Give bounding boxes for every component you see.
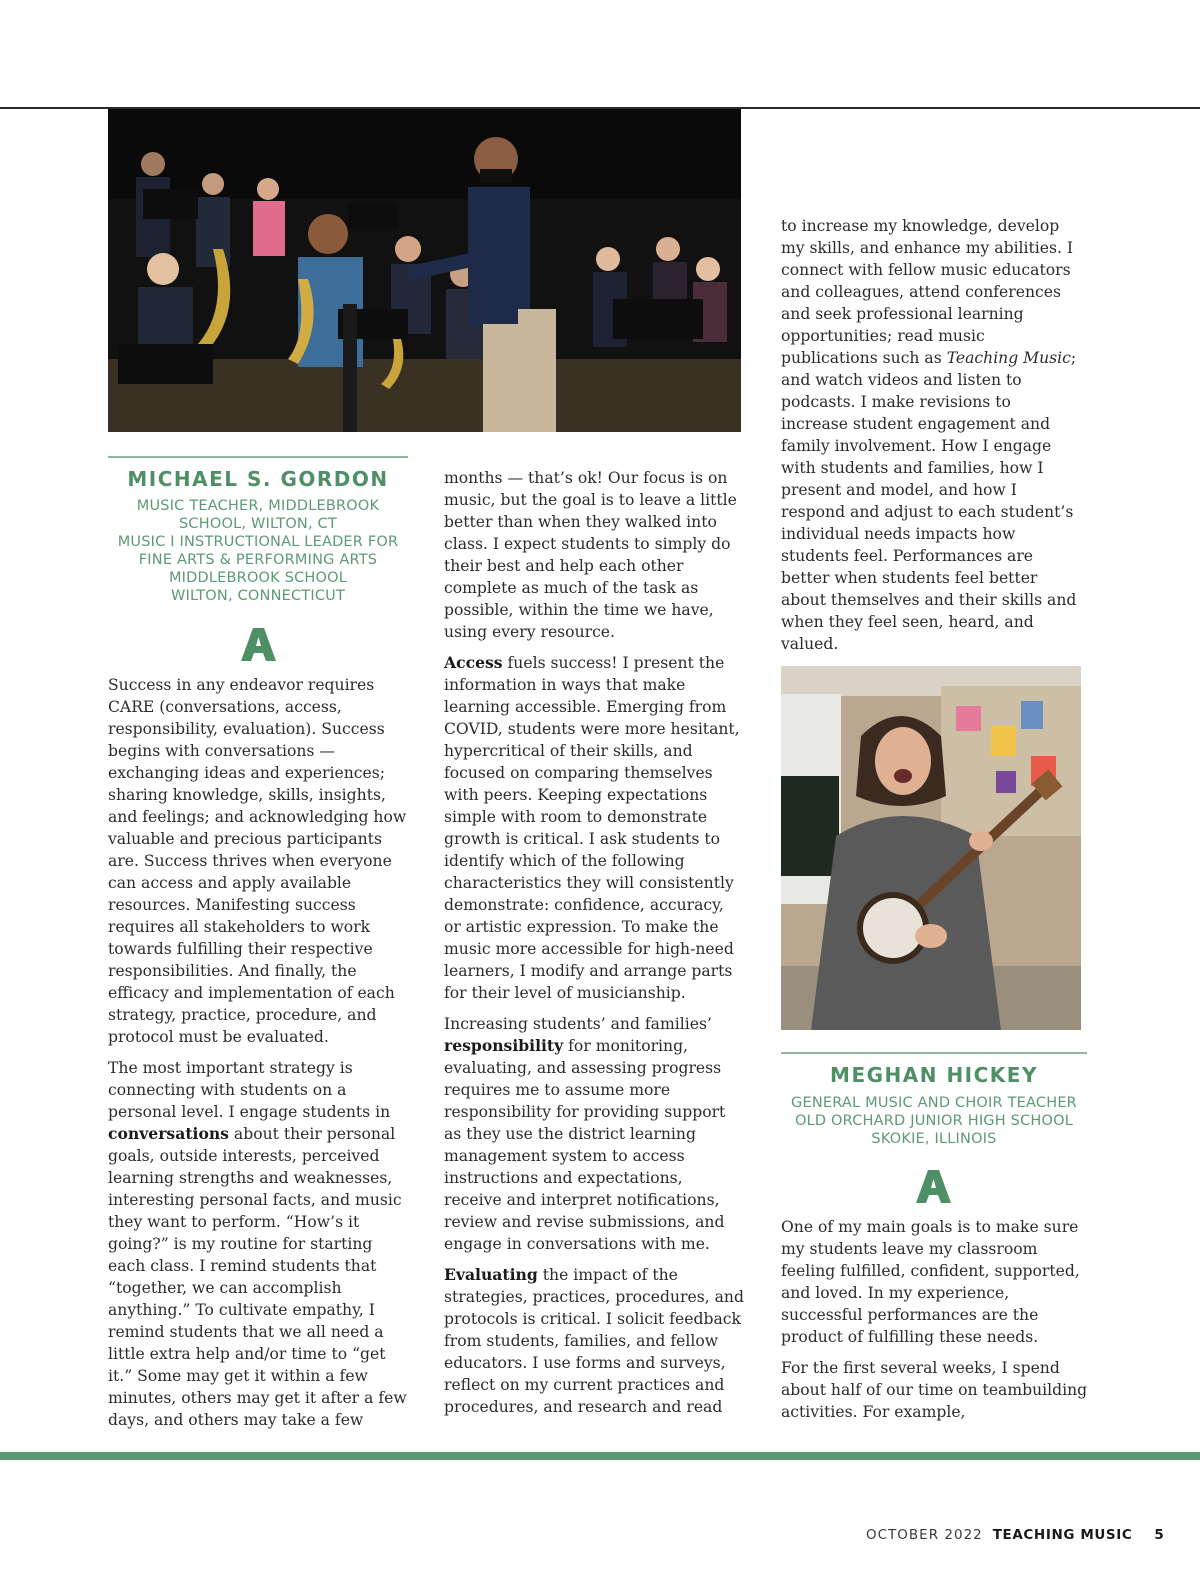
paragraph: Access fuels success! I present the information in ways that make learning accessible. Emerging from COVID, students were more hesitant, hypercritical of their skills, and focused on comparing themselves with peers. Keeping expectations simple with room to demonstrate growth is critical. I ask students to identify which of the following characteristics they will consistently demonstrate: confidence, accuracy, or artistic expression. To make the music more accessible for high-need learners, I modify and arrange parts for their level of musicianship. [444, 653, 740, 1002]
page-footer [866, 1527, 1164, 1543]
title-line: SKOKIE, ILLINOIS [871, 1131, 997, 1147]
article-column-2 [444, 467, 744, 1427]
title-line: GENERAL MUSIC AND CHOIR TEACHER [791, 1095, 1077, 1111]
paragraph: months — that’s ok! Our focus is on music, but the goal is to leave a little better than when they walked into class. I expect students to simply do their best and help each other complete as much of the task as possible, within the time we have, using every resource. [444, 469, 737, 641]
person-title [776, 1094, 1092, 1148]
title-line: MIDDLEBROOK SCHOOL [168, 570, 348, 586]
person-title [100, 497, 416, 605]
page-number: 5 [1154, 1527, 1164, 1543]
article-column-3-top [781, 215, 1081, 664]
title-line: WILTON, CONNECTICUT [170, 588, 346, 604]
name-rule [781, 1052, 1087, 1054]
paragraph: Evaluating the impact of the strategies, practices, procedures, and protocols is critical. I solicit feedback from students, families, and fellow educators. I use forms and surveys, reflect on my current practices and procedures, and research and read [444, 1265, 744, 1416]
article-column-3-bottom [781, 1216, 1089, 1432]
article-column-1 [108, 674, 411, 1440]
person-name: MICHAEL S. GORDON [127, 467, 389, 491]
paragraph: The most important strategy is connecting with students on a personal level. I engage students in conversations about their personal goals, outside interests, perceived learning strengths and weaknesses, interesting personal facts, and music they want to perform. “How’s it going?” is my routine for starting each class. I remind students that “together, we can accomplish anything.” To cultivate empathy, I remind students that we all need a little extra help and/or time to “get it.” Some may get it within a few minutes, others may get it after a few days, and others may take a few [108, 1059, 407, 1429]
title-line: SCHOOL, WILTON, CT [179, 516, 337, 532]
paragraph: Increasing students’ and families’ responsibility for monitoring, evaluating, and assessing progress requires me to assume more responsibility for providing support as they use the district learning management system to access instructions and expectations, receive and interpret notifications, review and revise submissions, and engage in conversations with me. [444, 1015, 726, 1253]
name-rule [108, 456, 408, 458]
teacher-banjo-photo [781, 666, 1081, 1030]
title-line: MUSIC I INSTRUCTIONAL LEADER FOR [117, 534, 399, 550]
paragraph: to increase my knowledge, develop my skills, and enhance my abilities. I connect with fellow music educators and colleagues, attend conferences and seek professional learning opportunities; read music publications such as Teaching Music; and watch videos and listen to podcasts. I make revisions to increase student engagement and family involvement. How I engage with students and families, how I present and model, and how I respond and adjust to each student’s individual needs impacts how students feel. Performances are better when students feel better about themselves and their skills and when they feel seen, heard, and valued. [781, 217, 1077, 653]
bottom-band [0, 1452, 1200, 1460]
person-name: MEGHAN HICKEY [830, 1063, 1038, 1087]
title-line: MUSIC TEACHER, MIDDLEBROOK [136, 498, 380, 514]
paragraph: Success in any endeavor requires CARE (conversations, access, responsibility, evaluation). Success begins with conversations — exchanging ideas and experiences; sharing knowledge, skills, insights, and feelings; and acknowledging how valuable and precious participants are. Success thrives when everyone can access and apply available resources. Manifesting success requires all stakeholders to work towards fulfilling their respective responsibilities. And finally, the efficacy and implementation of each strategy, practice, procedure, and protocol must be evaluated. [108, 676, 407, 1046]
title-line: FINE ARTS & PERFORMING ARTS [138, 552, 378, 568]
title-line: OLD ORCHARD JUNIOR HIGH SCHOOL [794, 1113, 1073, 1129]
paragraph: For the first several weeks, I spend about half of our time on teambuilding activities. For example, [781, 1359, 1088, 1421]
magazine-name: TEACHING MUSIC [992, 1527, 1133, 1543]
answer-a-icon [241, 627, 276, 661]
answer-a-icon [916, 1169, 951, 1203]
paragraph: One of my main goals is to make sure my students leave my classroom feeling fulfilled, confident, supported, and loved. In my experience, successful performances are the product of fulfilling these needs. [781, 1218, 1080, 1346]
jazz-band-photo [108, 109, 741, 432]
issue-date: OCTOBER 2022 [866, 1527, 983, 1543]
